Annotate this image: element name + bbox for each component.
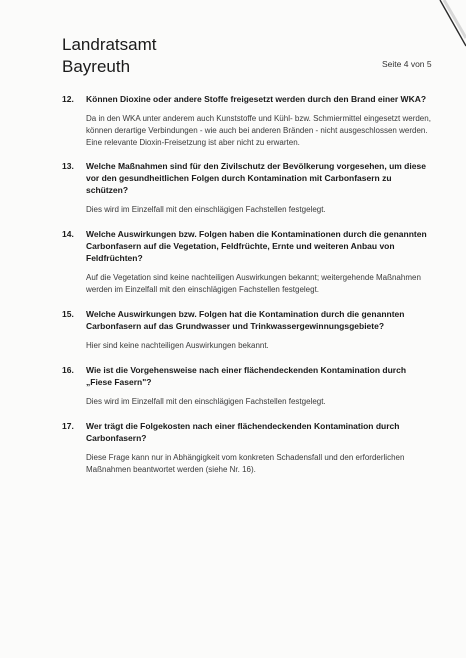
authority-name-line2: Bayreuth: [62, 57, 131, 76]
question-text: Wer trägt die Folgekosten nach einer flächendeckenden Kontamination durch Carbonfasern?: [86, 421, 400, 443]
qa-item: [62, 420, 432, 476]
question-number: 16.: [62, 365, 74, 375]
authority-name: [62, 34, 157, 78]
question-text: Können Dioxine oder andere Stoffe freigesetzt werden durch den Brand einer WKA?: [86, 94, 427, 104]
question-number: 12.: [62, 94, 74, 104]
qa-item: [62, 228, 432, 296]
page-number: Seite 4 von 5: [382, 59, 432, 69]
answer-text: Dies wird im Einzelfall mit den einschlägigen Fachstellen festgelegt.: [86, 397, 326, 406]
qa-list: [62, 93, 432, 487]
qa-item: [62, 308, 432, 352]
question-text: Welche Auswirkungen bzw. Folgen hat die Kontamination durch die genannten Carbonfasern auf das Grundwasser und Trinkwassergewinnungsgebiete?: [86, 309, 405, 331]
answer-text: Auf die Vegetation sind keine nachteiligen Auswirkungen bekannt; weitergehende Maßnahmen werden im Einzelfall mit den einschlägigen Fachstellen festgelegt.: [86, 273, 421, 294]
question-text: Welche Maßnahmen sind für den Zivilschutz der Bevölkerung vorgesehen, um diese vor den gesundheitlichen Folgen durch Kontamination mit Carbonfasern zu schützen?: [86, 161, 426, 195]
qa-item: [62, 160, 432, 216]
answer-text: Da in den WKA unter anderem auch Kunststoffe und Kühl- bzw. Schmiermittel eingesetzt werden, können derartige Verbindungen - wie auch bei anderen Bränden - nicht ausgeschlossen werden. Eine relevante Dioxin-Freisetzung ist aber nicht zu erwarten.: [86, 114, 431, 147]
question-text: Welche Auswirkungen bzw. Folgen haben die Kontaminationen durch die genannten Carbonfasern auf die Vegetation, Feldfrüchte, Ernte und weiteren Anbau von Feldfrüchten?: [86, 229, 427, 263]
authority-name-line1: Landratsamt: [62, 35, 157, 54]
question-number: 14.: [62, 229, 74, 239]
qa-item: [62, 364, 432, 408]
question-text: Wie ist die Vorgehensweise nach einer flächendeckenden Kontamination durch „Fiese Fasern"?: [86, 365, 407, 387]
qa-item: [62, 93, 432, 149]
question-number: 13.: [62, 161, 74, 171]
page-fold-mark: [426, 0, 466, 50]
question-number: 15.: [62, 309, 74, 319]
answer-text: Dies wird im Einzelfall mit den einschlägigen Fachstellen festgelegt.: [86, 205, 326, 214]
question-number: 17.: [62, 421, 74, 431]
answer-text: Diese Frage kann nur in Abhängigkeit vom konkreten Schadensfall und den erforderlichen Maßnahmen beantwortet werden (siehe Nr. 16).: [86, 453, 405, 474]
answer-text: Hier sind keine nachteiligen Auswirkungen bekannt.: [86, 341, 269, 350]
